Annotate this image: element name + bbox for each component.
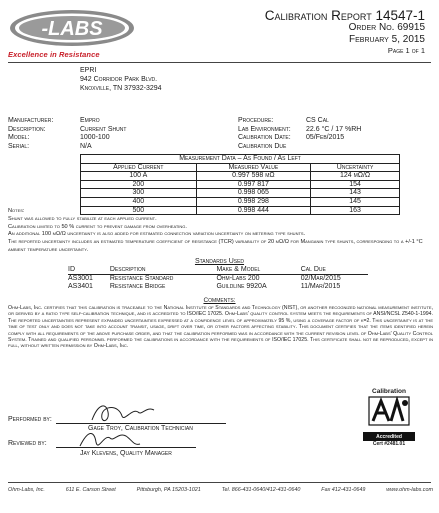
table-row (81, 180, 400, 189)
table-header: Make & Model (216, 266, 300, 275)
report-title: Calibration Report 14547-1 (264, 8, 425, 23)
meta-key: Calibration Date: (238, 134, 291, 141)
performed-by-label: Performed by: (8, 416, 52, 423)
footer-divider (8, 482, 431, 483)
table-cell: 500 (81, 206, 197, 215)
meta-value: CS Cal (306, 117, 329, 124)
footer-website-link[interactable]: www.ohm-labs.com (386, 487, 433, 493)
table-cell: 0.998 444 (196, 206, 310, 215)
table-cell: 154 (311, 180, 400, 189)
note-item: Shunt was allowed to fully stabilize at each applied current. (8, 215, 157, 222)
tagline: Excellence in Resistance (8, 50, 100, 59)
customer-address (80, 66, 162, 93)
comments-text: Ohm-Labs, Inc. certifies that this calibration is traceable to the National Institute of Standards and Technology (NIST), or another recognized national measurement institute, or derived by a ratio type self-calibration technique, and is accredited to ISO/IEC 17025. Ohm-Labs' quality control system meets the requirements of ANSI/NCSL Z540-1-1994. The reported uncertainties represent expanded uncertainties expressed at a confidence level of approximately 95 %, using a coverage factor of k=2. This uncertainty is at the time of test only and does not take into account transit, usage, drift over time, or other factors affecting stability. This document certifies that the items identified herein comply with all requirements of the above purchase order, and that the calibration performed was in accordance with the current revision level of Ohm-Labs' Quality Control System. Trained and qualified personnel performed the calibrations in accordance with the requirements of ISO/IEC 17025. This certificate shall not be reproduced, except in full, without written permission by Ohm-Labs, Inc. (8, 305, 433, 350)
reviewed-by-label: Reviewed by: (8, 440, 47, 447)
address-line-2: 942 Corridor Park Blvd. (80, 76, 158, 83)
performed-by-name: Gage Troy, Calibration Technician (88, 425, 193, 432)
standards-title-text: Standards Used (194, 258, 245, 265)
table-cell: 400 (81, 197, 197, 206)
meta-key: Calibration Due (238, 142, 287, 150)
meta-value: Empro (80, 117, 100, 124)
table-cell: AS3401 (68, 283, 93, 290)
note-item: Calibration limited to 50 % current to prevent damage from overheating. (8, 223, 187, 230)
order-number: Order No. 69915 (348, 22, 425, 33)
comments-title-text: Comments: (203, 297, 236, 304)
table-row (81, 197, 400, 206)
footer-city: Pittsburgh, PA 15203-1021 (136, 487, 201, 493)
accreditation-seal (358, 388, 420, 452)
notes-title: Notes: (8, 208, 25, 214)
measurement-caption: Measurement Data – As Found / As Left (81, 155, 400, 164)
table-cell: 100 A (81, 172, 197, 181)
table-header: ID (68, 266, 110, 275)
notes-section (8, 208, 433, 255)
table-cell: 0.997 817 (196, 180, 310, 189)
a2la-seal-icon (367, 395, 411, 427)
cert-accredited-badge: Accredited (363, 432, 415, 441)
meta-value: 1000-100 (80, 134, 110, 141)
cert-number: Cert #2481.01 (372, 441, 406, 447)
procedure-info (238, 117, 361, 151)
table-header: Cal Due (301, 266, 368, 275)
page-number: Page 1 of 1 (387, 46, 425, 55)
footer-tel: Tel. 866-431-0640/412-431-0640 (221, 487, 301, 493)
table-cell: 0.998 298 (196, 197, 310, 206)
table-cell: Resistance Bridge (109, 283, 166, 290)
meta-key: Model: (8, 134, 30, 141)
header-divider (8, 62, 431, 63)
table-header: Measured Value (196, 163, 310, 172)
signature-mark-icon (88, 398, 168, 428)
footer-company: Ohm-Labs, Inc. (8, 487, 45, 493)
table-header: Description (110, 266, 217, 275)
note-item: The reported uncertainty includes an estimated temperature coefficient of resistance (TCR) variability of 20 µΩ/Ω for Manganin type shunts, corresponding to a +/-1 °C ambient temperature uncertainty. (8, 239, 423, 253)
meta-key: Lab Environment: (238, 125, 291, 133)
table-cell: 145 (311, 197, 400, 206)
footer-fax: Fax 412-431-0649 (321, 487, 366, 493)
table-cell: 200 (81, 180, 197, 189)
footer-street: 611 E. Carson Street (65, 487, 116, 493)
meta-key: Manufacturer: (8, 117, 54, 124)
table-cell: 124 µΩ/Ω (311, 172, 400, 181)
table-row (68, 283, 368, 291)
table-cell: 02/Mar/2015 (300, 275, 341, 282)
table-cell: Guildline 9920A (216, 283, 267, 290)
address-line-1: EPRI (80, 67, 97, 74)
meta-value: 22.6 °C / 17 %RH (306, 125, 362, 133)
table-row (68, 275, 368, 284)
note-item: An additional 100 µΩ/Ω uncertainty is also added for estimated connection variation uncertainty on metering type shunts. (8, 231, 306, 238)
table-cell: 0.997 598 mΩ (196, 172, 310, 181)
meta-key: Serial: (8, 142, 30, 150)
address-line-3: Knoxville, TN 37932-3294 (80, 85, 162, 92)
report-header (265, 10, 425, 55)
reviewed-by-name: Jay Klevens, Quality Manager (80, 450, 172, 457)
meta-key: Description: (8, 125, 46, 133)
table-cell: Resistance Standard (109, 275, 174, 282)
standards-table (68, 266, 368, 291)
table-header: Uncertainty (311, 163, 400, 172)
table-cell: 0.998 065 (196, 189, 310, 198)
instrument-info (8, 117, 126, 151)
meta-value: 05/Feb/2015 (306, 134, 345, 141)
table-row (81, 189, 400, 198)
standards-title (0, 258, 439, 265)
footer (8, 487, 433, 493)
table-cell: 163 (311, 206, 400, 215)
cert-calibration-label: Calibration (372, 388, 406, 395)
table-cell: AS3001 (68, 275, 93, 282)
logo-text: -LABS (41, 18, 103, 40)
table-row (81, 172, 400, 181)
meta-value: Current Shunt (80, 125, 127, 133)
measurement-table (80, 154, 400, 215)
meta-key: Procedure: (238, 117, 274, 124)
table-cell: 143 (311, 189, 400, 198)
table-cell: Ohm-Labs 200 (216, 275, 260, 282)
table-cell: 11/Mar/2015 (300, 283, 341, 290)
comments-title (0, 297, 439, 304)
table-cell: 300 (81, 189, 197, 198)
report-date: February 5, 2015 (349, 34, 425, 45)
ohm-labs-logo (8, 8, 136, 48)
table-header: Applied Current (81, 163, 197, 172)
meta-value: N/A (80, 142, 92, 150)
